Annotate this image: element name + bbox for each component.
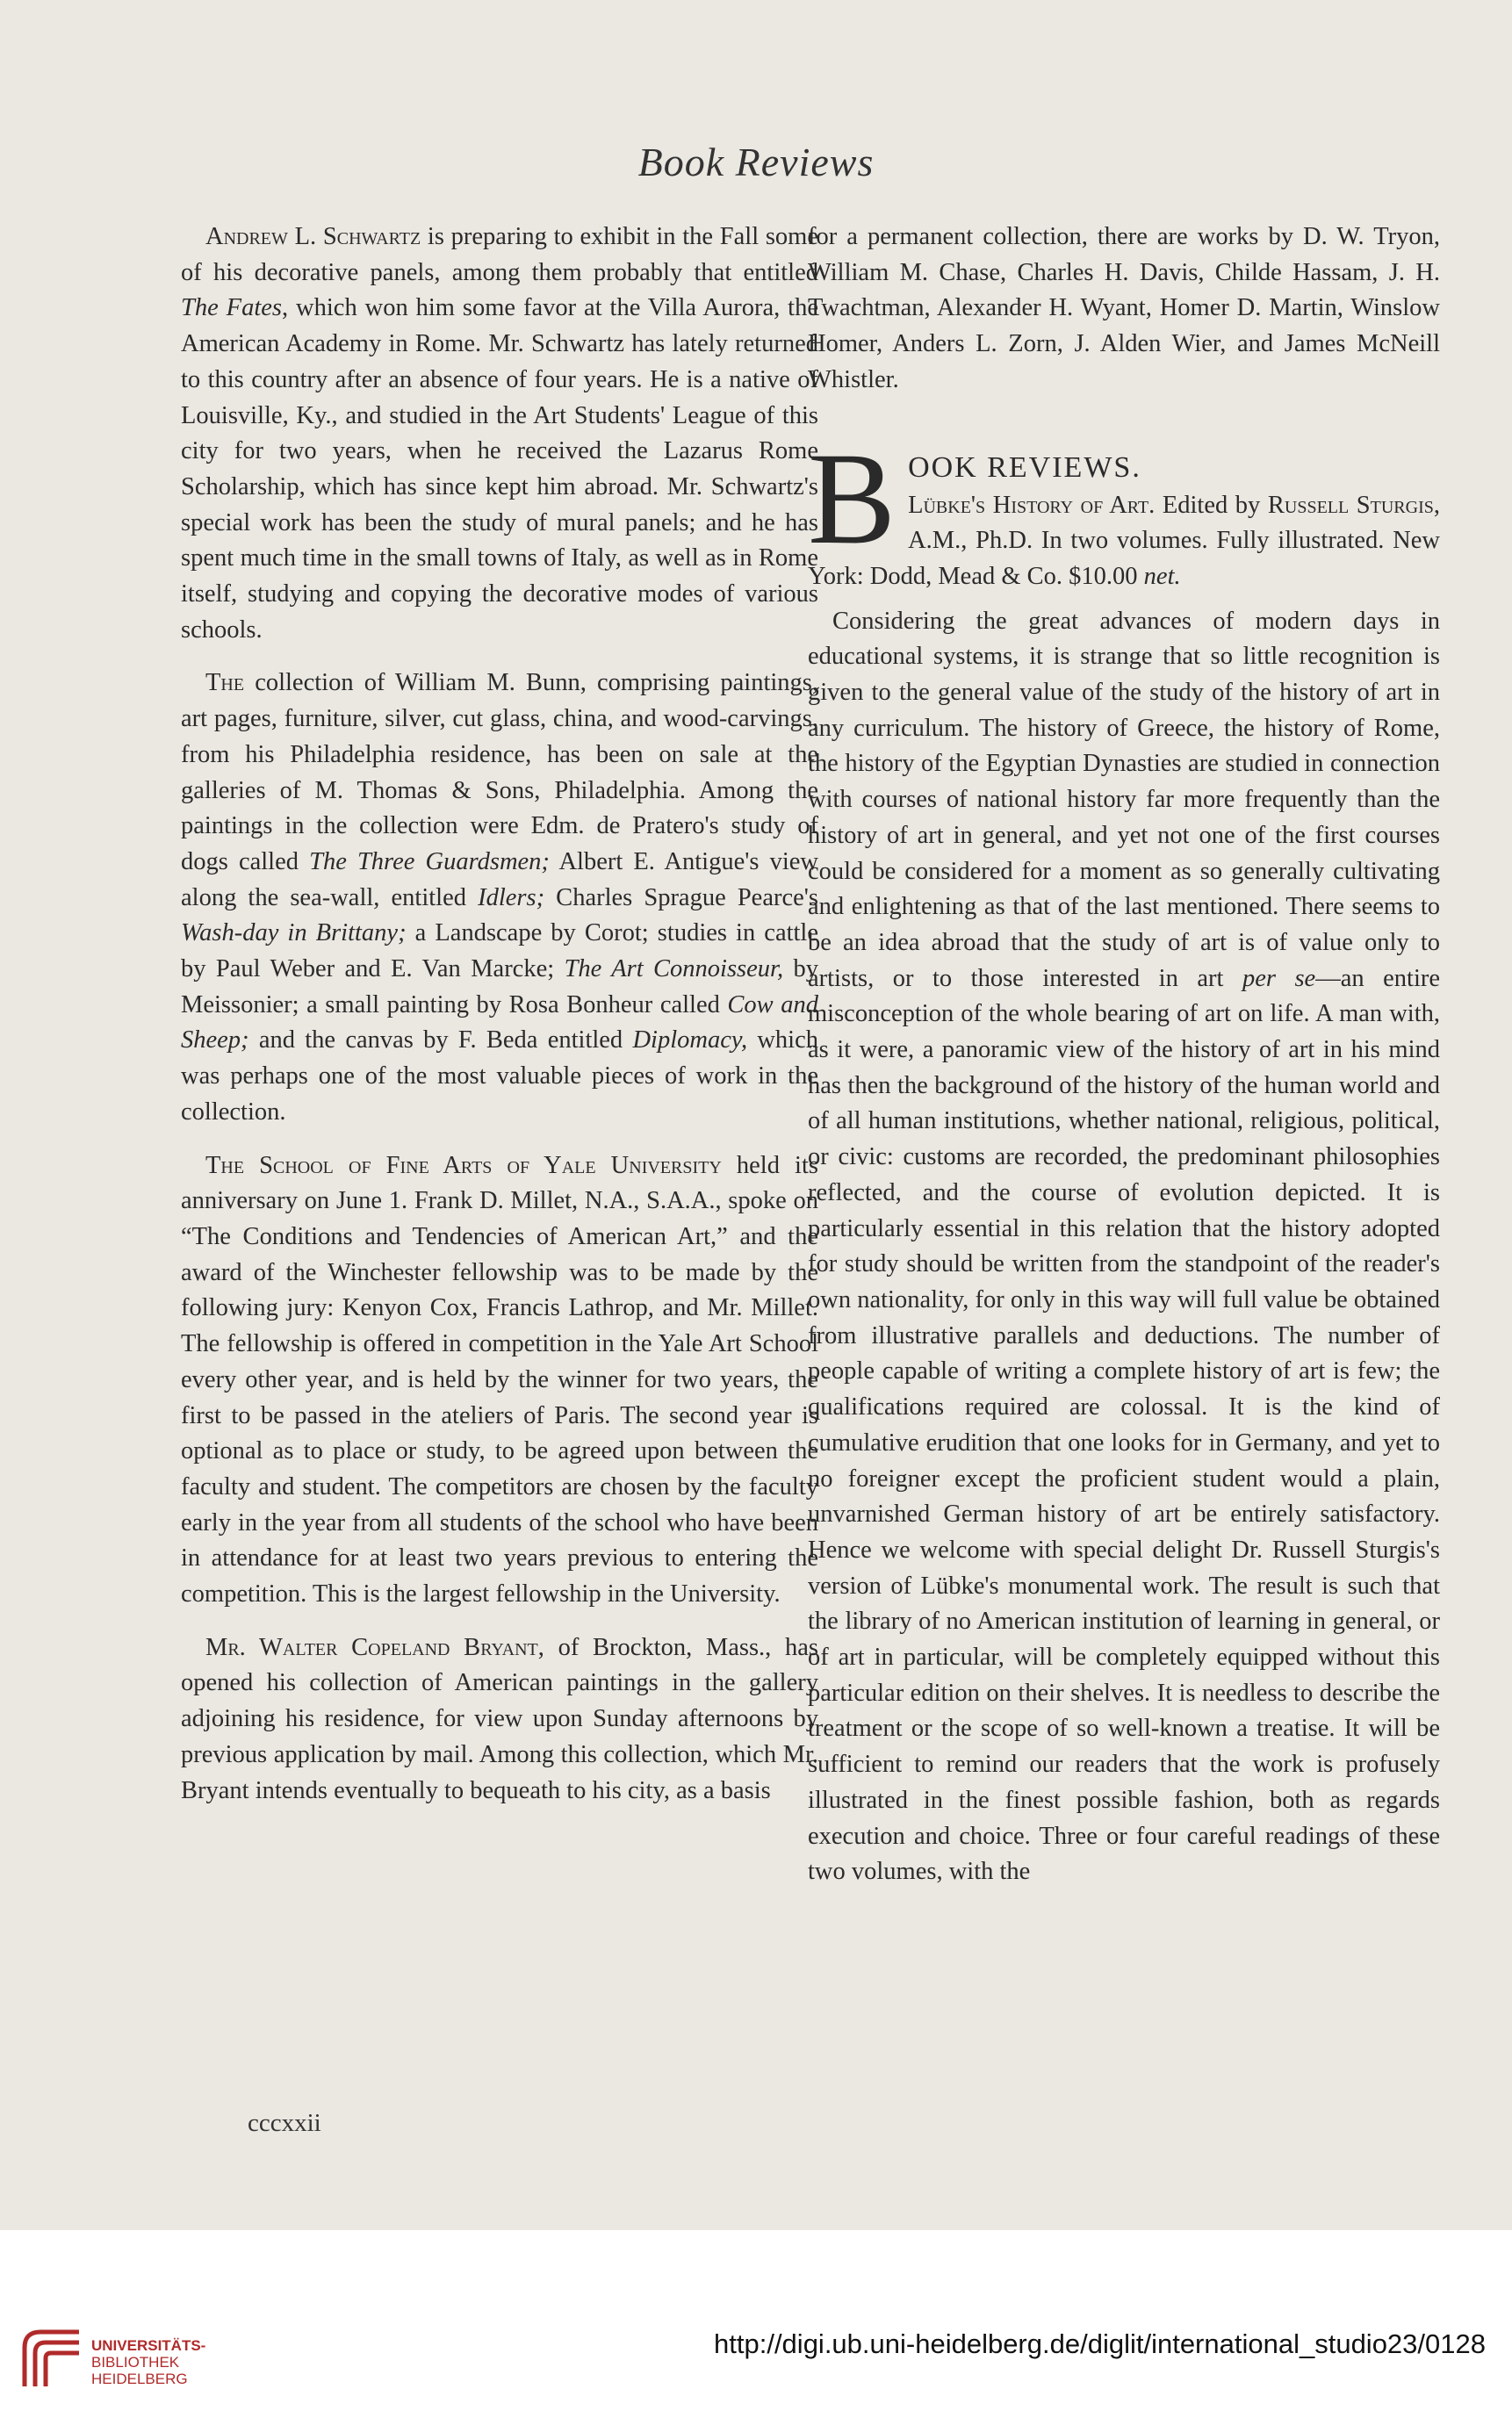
paragraph-bryant: [181, 1630, 818, 1810]
text-run: —an entire misconception of the whole bearing of art on life. A man with, as it were, a panoramic view of the history of art in his mind has then the background of the history of the human world and of all human institutions, whether national, religious, political, or civic: customs are recorded, the predominant philosophies reflected, and the course of evolution depicted. It is particularly essential in this relation that the history adopted for study should be written from the standpoint of the reader's own nationality, for only in this way will full value be obtained from illustrative parallels and deductions. The number of people capable of writing a complete history of art is few; the qualifications required are colossal. It is the kind of cumulative erudition that one looks for in Germany, and yet to no foreigner except the proficient student would a plain, unvarnished German history of art be entirely satisfactory. Hence we welcome with special delight Dr. Russell Sturgis's version of Lübke's monumental work. The result is such that the library of no American institution of learning in general, or of art in particular, will be completely equipped without this particular edition on their shelves. It is needless to describe the treatment or the scope of so well-known a treatise. It will be sufficient to remind our readers that the work is profusely illustrated in the finest possible fashion, both as regards execution and choice. Three or four careful readings of these two volumes, with the: [808, 964, 1441, 1886]
book-editor: Russell Sturgis: [1267, 491, 1434, 519]
source-url-link[interactable]: http://digi.ub.uni-heidelberg.de/diglit/international_studio23/0128: [714, 2328, 1486, 2359]
text-run: by Meissonier; a small painting by Rosa Bonheur called: [181, 955, 818, 1018]
artwork-title: Idlers;: [478, 883, 545, 911]
paragraph-schwartz: [181, 219, 818, 648]
paragraph-yale: [181, 1148, 818, 1613]
book-title: Lübke's History of Art.: [908, 491, 1156, 519]
library-name: [91, 2337, 205, 2387]
left-column: [181, 219, 818, 1809]
artwork-title: The Art Connoisseur,: [564, 955, 784, 983]
artwork-title: Wash-day in Brittany;: [181, 919, 407, 947]
italic-phrase: per se: [1242, 964, 1316, 992]
book-citation: [808, 488, 1440, 595]
text-run: is preparing to exhibit in the Fall some of his decorative panels, among them probably that entitled: [181, 223, 819, 286]
page-folio: cccxxii: [248, 2109, 321, 2137]
library-name-line: BIBLIOTHEK: [91, 2354, 180, 2371]
running-head: Book Reviews: [637, 140, 875, 184]
artwork-title: Diplomacy,: [632, 1026, 748, 1054]
section-title: OOK REVIEWS.: [908, 450, 1141, 484]
paragraph-review: [808, 604, 1440, 1890]
artwork-title: The Three Guardsmen;: [309, 847, 550, 875]
text-run: Considering the great advances of modern days in educational systems, it is strange that so little recognition is given to the general value of the study of the history of art in any curriculum. The history of Greece, the history of Rome, the history of the Egyptian Dynasties are studied in connection with courses of national history far more frequently than the history of art in general, and yet not one of the first courses could be considered for a moment as so generally cultivating and enlightening as that of the last mentioned. There seems to be an idea abroad that the study of art is of value only to artists, or to those interested in art: [808, 607, 1440, 992]
university-library-logo-icon: [16, 2323, 88, 2395]
right-column: [808, 219, 1440, 1890]
paragraph-lead: Mr. Walter Copeland Bryant: [205, 1633, 538, 1661]
text-run: held its anniversary on June 1. Frank D. Millet, N.A., S.A.A., spoke on “The Conditions and Tendencies of American Art,” and the award of the Winchester fellowship was to be made by the following jury: Kenyon Cox, Francis Lathrop, and Mr. Millet. The fellowship is offered in competition in the Yale Art School every other year, and is held by the winner for two years, the first to be passed in the ateliers of Paris. The second year is optional as to place or study, to be agreed upon between the faculty and student. The competitors are chosen by the faculty early in the year from all students of the school who have been in attendance for at least two years previous to entering the competition. This is the largest fellowship in the University.: [181, 1151, 818, 1608]
footer-bar: [0, 2230, 1512, 2418]
paragraph-bunn-collection: [181, 666, 818, 1130]
library-name-line: UNIVERSITÄTS-: [91, 2337, 206, 2354]
paragraph-continuation: for a permanent collection, there are works by D. W. Tryon, William M. Chase, Charles H. Davis, Childe Hassam, J. H. Twachtman, Alexander H. Wyant, Homer D. Martin, Winslow Homer, Anders L. Zorn, J. Alden Wier, and James McNeill Whistler.: [808, 223, 1440, 393]
paragraph-lead: The: [205, 669, 245, 697]
text-run: a Landscape by Corot; studies in cattle by Paul Weber and E. Van Marcke;: [181, 919, 818, 983]
artwork-title: Cow and Sheep;: [181, 990, 818, 1054]
artwork-title: The Fates: [181, 294, 282, 322]
text-run: which was perhaps one of the most valuable pieces of work in the collection.: [181, 1026, 819, 1126]
library-name-line: HEIDELBERG: [91, 2371, 188, 2387]
price-note: net.: [1143, 562, 1181, 590]
text-run: , A.M., Ph.D. In two volumes. Fully illustrated. New York: Dodd, Mead & Co. $10.00: [808, 491, 1440, 590]
text-run: Charles Sprague Pearce's: [544, 883, 818, 911]
drop-cap: B: [808, 425, 896, 572]
text-run: , of Brockton, Mass., has opened his collection of American paintings in the gallery adjoining his residence, for view upon Sunday afternoons by previous application by mail. Among this collection, which Mr. Bryant intends eventually to bequeath to his city, as a basis: [181, 1633, 818, 1804]
text-run: collection of William M. Bunn, comprising paintings, art pages, furniture, silver, cut glass, china, and wood-carvings, from his Philadelphia residence, has been on sale at the galleries of M. Thomas & Sons, Philadelphia. Among the paintings in the collection were Edm. de Pratero's study of dogs called: [181, 669, 818, 875]
text-run: Albert E. Antigue's view along the sea-wall, entitled: [181, 847, 818, 911]
text-run: , which won him some favor at the Villa Aurora, the American Academy in Rome. Mr. Schwartz has lately returned to this country after an absence of four years. He is a native of Louisville, Ky., and studied in the Art Students' League of this city for two years, when he received the Lazarus Rome Scholarship, which has since kept him abroad. Mr. Schwartz's special work has been the study of mural panels; and he has spent much time in the small towns of Italy, as well as in Rome itself, studying and copying the decorative modes of various schools.: [181, 294, 818, 644]
text-run: and the canvas by F. Beda entitled: [248, 1026, 633, 1054]
section-book-reviews: [808, 425, 1440, 595]
paragraph-lead: Andrew L. Schwartz: [205, 223, 421, 250]
text-run: Edited by: [1155, 491, 1268, 519]
paragraph-lead: The School of Fine Arts of Yale University: [205, 1151, 722, 1179]
